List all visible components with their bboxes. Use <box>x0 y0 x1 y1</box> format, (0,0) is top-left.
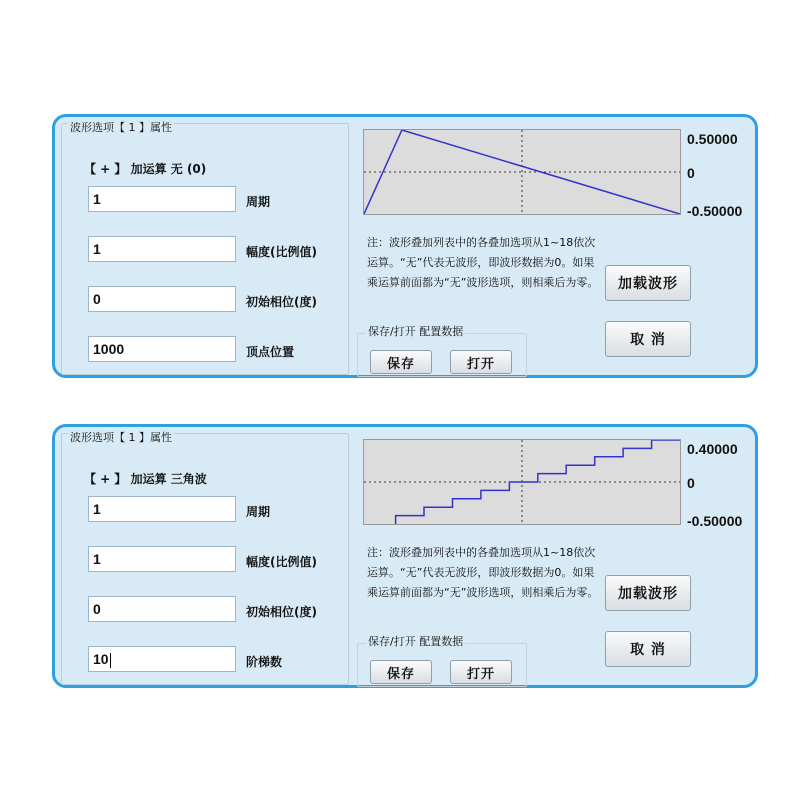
group-title: 波形选项【 1 】属性 <box>70 121 172 134</box>
group-title: 波形选项【 1 】属性 <box>70 431 172 444</box>
save-open-group <box>357 325 527 377</box>
waveform-svg <box>364 440 680 524</box>
amplitude-input[interactable] <box>88 236 236 262</box>
amplitude-input[interactable] <box>88 546 236 572</box>
save-open-group <box>357 635 527 687</box>
period-value: 1 <box>93 191 101 207</box>
save-open-title: 保存/打开 配置数据 <box>368 635 464 648</box>
waveform-line <box>396 440 680 524</box>
text-caret <box>110 653 111 668</box>
y-label-mid: 0 <box>687 165 695 181</box>
period-input[interactable] <box>88 186 236 212</box>
waveform-properties-group <box>61 123 349 375</box>
waveform-panel-2 <box>52 424 758 688</box>
phase-input[interactable] <box>88 286 236 312</box>
y-label-top: 0.50000 <box>687 131 738 147</box>
y-label-bottom: -0.50000 <box>687 513 743 529</box>
waveform-svg <box>364 130 680 214</box>
waveform-panel-1 <box>52 114 758 378</box>
save-button[interactable]: 保存 <box>370 350 432 374</box>
phase-label: 初始相位(度) <box>246 295 317 309</box>
amplitude-value: 1 <box>93 241 101 257</box>
note-text: 注：波形叠加列表中的各叠加选项从1~18依次运算。“无”代表无波形，即波形数据为0。如果乘运算前面都为“无”波形选项，则相乘后为零。 <box>367 546 599 599</box>
y-label-mid: 0 <box>687 475 695 491</box>
amplitude-label: 幅度(比例值) <box>246 245 317 259</box>
operation-label: 【 + 】 加运算 三角波 <box>84 472 207 486</box>
waveform-plot <box>363 129 681 215</box>
waveform-properties-group <box>61 433 349 685</box>
phase-value: 0 <box>93 601 101 617</box>
load-waveform-button[interactable]: 加载波形 <box>605 265 691 301</box>
fourth-value: 1000 <box>93 341 125 357</box>
fourth-input[interactable] <box>88 336 236 362</box>
phase-label: 初始相位(度) <box>246 605 317 619</box>
phase-input[interactable] <box>88 596 236 622</box>
fourth-label: 阶梯数 <box>246 655 283 669</box>
waveform-plot <box>363 439 681 525</box>
note-text: 注：波形叠加列表中的各叠加选项从1~18依次运算。“无”代表无波形，即波形数据为0。如果乘运算前面都为“无”波形选项，则相乘后为零。 <box>367 236 599 289</box>
operation-label: 【 + 】 加运算 无 (0) <box>84 162 207 176</box>
fourth-input[interactable] <box>88 646 236 672</box>
load-waveform-button[interactable]: 加载波形 <box>605 575 691 611</box>
fourth-label: 顶点位置 <box>246 345 295 359</box>
y-label-bottom: -0.50000 <box>687 203 743 219</box>
amplitude-value: 1 <box>93 551 101 567</box>
period-label: 周期 <box>246 505 271 519</box>
period-value: 1 <box>93 501 101 517</box>
y-label-top: 0.40000 <box>687 441 738 457</box>
period-input[interactable] <box>88 496 236 522</box>
period-label: 周期 <box>246 195 271 209</box>
save-button[interactable]: 保存 <box>370 660 432 684</box>
open-button[interactable]: 打开 <box>450 660 512 684</box>
save-open-title: 保存/打开 配置数据 <box>368 325 464 338</box>
fourth-value: 10 <box>93 651 109 667</box>
open-button[interactable]: 打开 <box>450 350 512 374</box>
cancel-button[interactable]: 取 消 <box>605 631 691 667</box>
cancel-button[interactable]: 取 消 <box>605 321 691 357</box>
phase-value: 0 <box>93 291 101 307</box>
amplitude-label: 幅度(比例值) <box>246 555 317 569</box>
